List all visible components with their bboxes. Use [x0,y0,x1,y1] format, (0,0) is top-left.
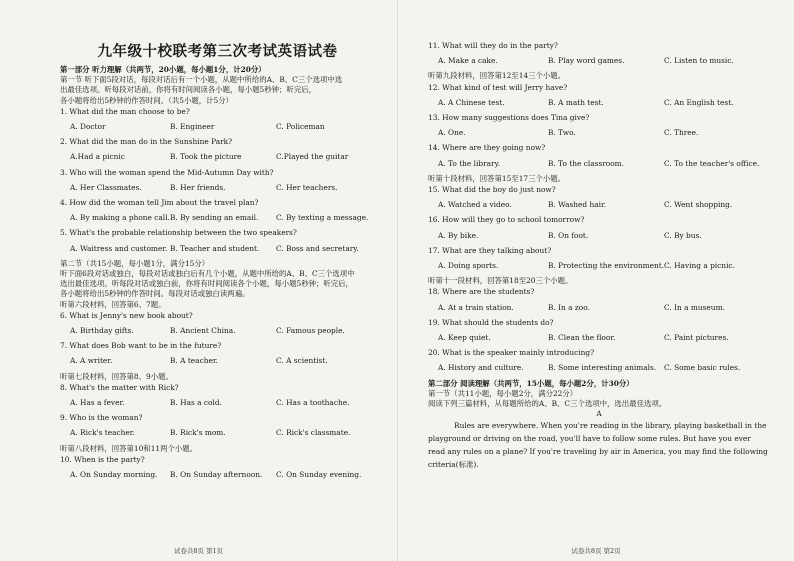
question [60,455,375,480]
option-a: A. One. [438,128,466,138]
option-b: B. Clean the floor. [548,333,616,343]
option-b: B. In a zoo. [548,302,590,312]
option-c: C. Rick's classmate. [276,428,351,438]
options [438,56,770,66]
question-text: 8. What's the matter with Rick? [60,382,179,392]
question-text: 15. What did the boy do just now? [428,185,556,195]
option-a: A. On Sunday morning. [70,470,158,480]
option-a: A. Doing sports. [438,261,499,271]
section1-header: 第一节 听下面5段对话，每段对话后有一个小题，从题中所给的A、B、C三个选项中选 [60,75,343,85]
question-text: 3. Who will the woman spend the Mid-Autumn Day with? [60,167,274,177]
option-a: A. To the library. [438,158,501,168]
option-b: B. Engineer [170,122,215,132]
question [428,287,770,312]
option-a: A. Doctor [70,122,106,132]
option-c: C. A scientist. [276,356,328,366]
options [438,200,770,210]
question-text: 11. What will they do in the party? [428,41,558,50]
option-b: B. Ancient China. [170,326,236,336]
option-a: A.Had a picnic [70,152,125,162]
option-c: C. Policeman [276,122,325,132]
option-b: B. By sending an email. [170,213,259,223]
question [60,311,375,336]
option-b: B. Protecting the environment. [548,261,665,271]
question-text: 17. What are they talking about? [428,245,552,255]
passage-label: A [596,409,602,419]
question-text: 18. Where are the students? [428,287,535,297]
options [438,159,770,169]
option-b: B. Two. [548,128,576,138]
option-a: A. Has a fever. [70,398,125,408]
question [428,185,770,210]
option-a: A. Watched a video. [438,200,512,210]
listening-note: 听第七段材料，回答第8、9小题。 [60,371,173,381]
question [428,113,770,138]
question-text: 12. What kind of test will Jerry have? [428,82,568,92]
question [428,318,770,343]
exam-title: 九年级十校联考第三次考试英语试卷 [97,43,338,60]
options [70,470,375,480]
passage-text: Rules are everywhere. When you're reading in the library, playing basketball in the playground or driving on the road, you'll have to follow some rules. But have you ever read any rules on a plane? If you're traveling by air in America, you may find the following criteria(标准). [428,421,768,470]
option-b: B. To the classroom. [548,158,625,168]
options [438,98,770,108]
option-c: C. An English test. [664,97,734,107]
options [70,183,375,193]
question [60,228,375,253]
option-c: C. Has a toothache. [276,398,350,408]
option-a: A. At a train station. [438,302,514,312]
option-c: C. Boss and secretary. [276,243,359,253]
option-a: A. By bike. [438,230,479,240]
options [70,398,375,408]
option-b: B. Teacher and student. [170,243,260,253]
option-b: B. Washed hair. [548,200,607,210]
option-c: C. Having a picnic. [664,261,735,271]
question-text: 19. What should the students do? [428,317,554,327]
option-a: A. A Chinese test. [438,97,505,107]
option-b: B. Rick's mom. [170,428,226,438]
question [428,83,770,108]
section2-desc: 选出最佳选项。听每段对话或独白前，你将有时间阅读各个小题，每小题5秒钟；听完后， [60,279,353,289]
option-c: C. On Sunday evening. [276,470,362,480]
option-c: C.Played the guitar [276,152,349,162]
question [60,168,375,193]
question-text: 5. What's the probable relationship between the two speakers? [60,228,297,238]
question [60,341,375,366]
option-b: B. On Sunday afternoon. [170,470,263,480]
option-a: A. Keep quiet. [438,333,491,343]
option-b: B. A math test. [548,97,604,107]
option-a: A. History and culture. [438,363,524,373]
question-text: 14. Where are they going now? [428,143,546,153]
part1-header: 第一部分 听力理解（共两节，20小题，每小题1分，计20分） [60,65,266,74]
option-c: C. In a museum. [664,302,725,312]
question-text: 13. How many suggestions does Tina give? [428,113,590,123]
options [70,244,375,254]
option-b: B. Has a cold. [170,398,222,408]
question-text: 4. How did the woman tell Jim about the travel plan? [60,198,259,208]
option-b: B. On foot. [548,230,589,240]
option-a: A. Waitress and customer. [70,243,168,253]
part2-header: 第二部分 阅读理解（共两节，15小题，每小题2分，计30分） [428,378,634,388]
question [428,246,770,271]
section1-desc: 出最佳选项。听每段对话前，你将有时间阅读各小题，每小题5秒钟；听完后， [60,85,316,95]
options [70,122,375,132]
option-c: C. Three. [664,128,699,138]
option-a: A. Her Classmates. [70,182,142,192]
options [70,428,375,438]
option-a: A. Rick's teacher. [70,428,135,438]
section2-desc: 各小题将给出5秒钟的作答时间。每段对话或独白读两遍。 [60,289,250,299]
section1-desc: 各小题将给出5秒钟的作答时间。（共5小题，计5分） [60,95,234,105]
option-c: C. To the teacher's office. [664,158,760,168]
question [428,41,770,66]
question-text: 6. What is Jenny's new book about? [60,310,193,320]
options [438,128,770,138]
question [428,143,770,168]
option-c: C. Some basic rules. [664,363,741,373]
options [438,333,770,343]
question-text: 2. What did the man do in the Sunshine Park? [60,137,233,147]
page-right [397,0,794,561]
option-c: C. Her teachers. [276,182,338,192]
part2-desc: 阅读下列三篇材料，从每题所给的A、B、C三个选项中，选出最佳选项。 [428,399,667,409]
part2-section1-header: 第一节（共11小题，每小题2分，满分22分） [428,388,578,398]
question [60,383,375,408]
question [428,348,770,373]
section2-header: 第二节（共15小题，每小题1分，满分15分） [60,258,210,268]
question-text: 9. Who is the woman? [60,413,143,423]
question [60,198,375,223]
listening-note: 听第九段材料，回答第12至14三个小题。 [428,71,566,81]
options [70,356,375,366]
option-a: A. Birthday gifts. [70,326,134,336]
option-c: C. Listen to music. [664,56,734,66]
option-c: C. By texting a message. [276,213,369,223]
question-text: 1. What did the man choose to be? [60,106,190,116]
section2-desc: 听下面6段对话或独白，每段对话或独白后有几个小题，从题中所给的A、B、C三个选项中 [60,269,355,279]
options [70,213,375,223]
question [60,413,375,438]
option-b: B. Took the picture [170,152,242,162]
option-a: A. By making a phone call. [70,213,170,223]
option-b: B. A teacher. [170,356,218,366]
options [438,363,770,373]
option-b: B. Play word games. [548,56,625,66]
question [428,215,770,240]
listening-note: 听第八段材料，回答第10和11两个小题。 [60,443,198,453]
options [70,152,375,162]
options [70,326,375,336]
options [438,231,770,241]
option-b: B. Some interesting animals. [548,363,657,373]
option-c: C. By bus. [664,230,702,240]
option-c: C. Went shopping. [664,200,733,210]
question-text: 7. What does Bob want to be in the future? [60,341,222,351]
option-b: B. Her friends. [170,182,226,192]
options [438,261,770,271]
listening-note: 听第十段材料，回答第15至17三个小题。 [428,173,566,183]
question-text: 20. What is the speaker mainly introducing? [428,348,595,358]
options [438,303,770,313]
listening-note: 听第六段材料，回答第6、7题。 [60,299,166,309]
listening-note: 听第十一段材料，回答第18至20三个小题。 [428,276,573,286]
option-a: A. Make a cake. [438,56,498,66]
question [60,137,375,162]
question-text: 16. How will they go to school tomorrow? [428,215,585,225]
option-c: C. Famous people. [276,326,345,336]
question-text: 10. When is the party? [60,454,145,464]
page-footer: 试卷共8页 第2页 [571,547,621,555]
page-footer: 试卷共8页 第1页 [173,547,224,555]
option-a: A. A writer. [70,356,113,366]
option-c: C. Paint pictures. [664,333,729,343]
question [60,107,375,132]
